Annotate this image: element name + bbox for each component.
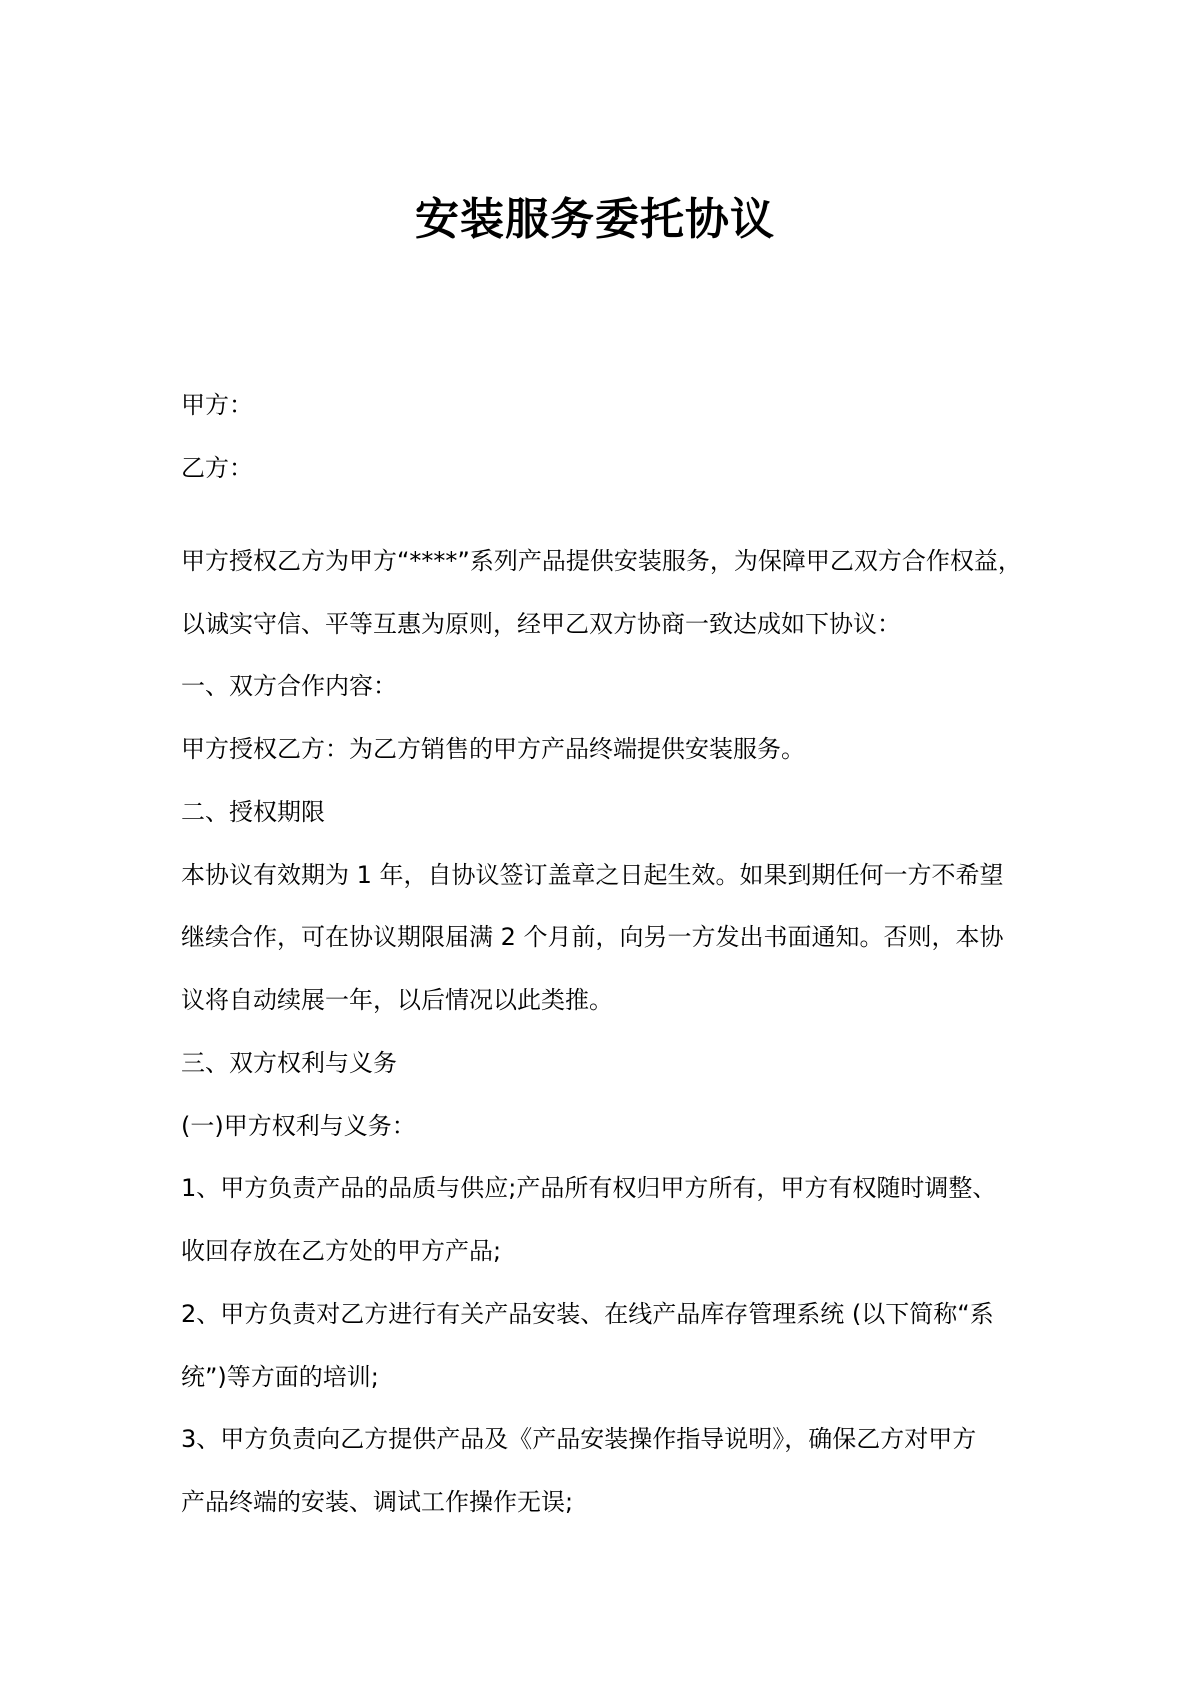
body-line: 以诚实守信、平等互惠为原则，经甲乙双方协商一致达成如下协议： xyxy=(181,610,901,638)
body-line: 继续合作，可在协议期限届满 2 个月前，向另一方发出书面通知。否则，本协 xyxy=(181,923,1004,951)
subsection-heading: (一)甲方权利与义务： xyxy=(181,1112,416,1140)
body-line: 3、甲方负责向乙方提供产品及《产品安装操作指导说明》，确保乙方对甲方 xyxy=(181,1425,977,1453)
body-line: 甲方授权乙方为甲方“****”系列产品提供安装服务，为保障甲乙双方合作权益， xyxy=(181,547,1022,575)
body-line: 产品终端的安装、调试工作操作无误; xyxy=(181,1488,574,1516)
body-line: 1、甲方负责产品的品质与供应;产品所有权归甲方所有，甲方有权随时调整、 xyxy=(181,1174,997,1202)
section-heading: 二、授权期限 xyxy=(181,798,325,826)
party-b-label: 乙方： xyxy=(181,454,253,482)
body-line: 甲方授权乙方：为乙方销售的甲方产品终端提供安装服务。 xyxy=(181,735,805,763)
section-heading: 三、双方权利与义务 xyxy=(181,1049,397,1077)
section-heading: 一、双方合作内容： xyxy=(181,672,397,700)
body-line: 2、甲方负责对乙方进行有关产品安装、在线产品库存管理系统 (以下简称“系 xyxy=(181,1300,994,1328)
body-line: 统”)等方面的培训; xyxy=(181,1363,379,1391)
body-line: 议将自动续展一年，以后情况以此类推。 xyxy=(181,986,613,1014)
body-line: 收回存放在乙方处的甲方产品; xyxy=(181,1237,502,1265)
party-a-label: 甲方： xyxy=(181,391,253,419)
document-title: 安装服务委托协议 xyxy=(415,194,775,245)
body-line: 本协议有效期为 1 年，自协议签订盖章之日起生效。如果到期任何一方不希望 xyxy=(181,861,1004,889)
